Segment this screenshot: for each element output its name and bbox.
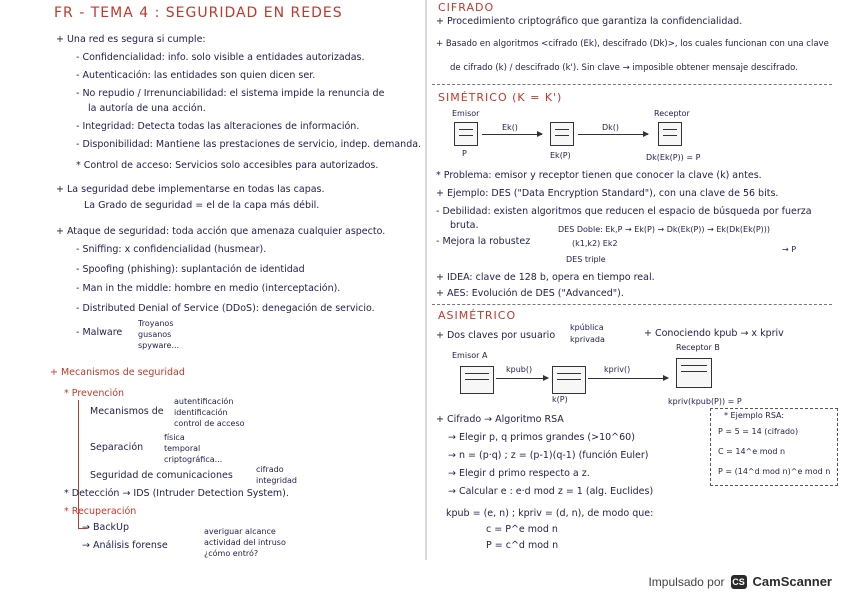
sym-weakness-cont: bruta. — [450, 220, 479, 231]
sym-encrypt-arrow — [482, 134, 542, 135]
asym-sender-doc — [460, 366, 494, 394]
asym-encrypt-arrow — [496, 378, 548, 379]
sec-mech-label: Mecanismos de — [90, 406, 164, 417]
backup-label: → BackUp — [82, 522, 130, 533]
asym-receiver-doc — [676, 358, 712, 388]
forensic-scope: averiguar alcance — [204, 527, 276, 536]
prop-confidentiality: - Confidencialidad: info. solo visible a entidades autorizadas. — [76, 52, 365, 63]
camscanner-logo-icon: CS — [732, 576, 745, 587]
separation-crypto: criptográfica... — [164, 455, 223, 464]
malware-gusanos: gusanos — [138, 330, 172, 339]
rsa-step-4: → Calcular e : e·d mod z = 1 (alg. Euclides) — [448, 486, 654, 497]
attack-mitm: - Man in the middle: hombre en medio (interceptación). — [76, 283, 341, 294]
rsa-keys: kpub = (e, n) ; kpriv = (d, n), de modo que: — [446, 508, 654, 519]
rsa-step-2: → n = (p·q) ; z = (p-1)(q-1) (función Euler) — [448, 450, 649, 461]
sec-mech-ident: identificación — [174, 408, 228, 417]
prevention-label: * Prevención — [64, 388, 125, 399]
asym-kpub: kpub() — [506, 365, 533, 374]
rsa-title: + Cifrado → Algoritmo RSA — [436, 414, 564, 425]
sym-dk: Dk() — [602, 123, 620, 132]
asym-keys: + Dos claves por usuario — [436, 330, 556, 341]
cipher-line-3: de cifrado (k) / descifrado (k'). Sin clave → imposible obtener mensaje descifrado. — [450, 63, 798, 73]
sym-receiver-doc — [658, 122, 682, 146]
watermark-brand: CamScanner — [752, 574, 832, 589]
separation-temporal: temporal — [164, 444, 201, 453]
sym-decrypt-arrow — [578, 134, 648, 135]
net-intro: + Una red es segura si cumple: — [56, 34, 206, 45]
sec-mech-access: control de acceso — [174, 419, 245, 428]
asym-result: kpriv(kpub(P)) = P — [668, 397, 742, 406]
column-divider — [425, 0, 427, 560]
rsa-decrypt: P = c^d mod n — [486, 540, 559, 551]
attack-sniffing: - Sniffing: x confidencialidad (husmear). — [76, 244, 267, 255]
mechanisms-title: + Mecanismos de seguridad — [50, 367, 185, 378]
separation-physical: física — [164, 433, 185, 442]
watermark-text: Impulsado por — [648, 574, 725, 589]
forensic-activity: actividad del intruso — [204, 538, 286, 547]
prop-access-control: * Control de acceso: Servicios solo accesibles para autorizados. — [76, 160, 379, 171]
rsa-example-3: P = (14^d mod n)^e mod n — [718, 467, 831, 476]
sym-sender-doc — [454, 122, 478, 146]
asym-decrypt-arrow — [588, 378, 668, 379]
forensic-entry: ¿cómo entró? — [204, 549, 259, 558]
prop-availability: - Disponibilidad: Mantiene las prestaciones de servicio, indep. demanda. — [76, 139, 422, 150]
sym-ek: Ek() — [502, 123, 518, 132]
asym-knowing: + Conociendo kpub → x kpriv — [644, 328, 784, 339]
asym-title: ASIMÉTRICO — [438, 309, 517, 322]
malware-spyware: spyware... — [138, 341, 180, 350]
section-separator-sym — [432, 84, 832, 85]
asym-key-private: kprivada — [570, 335, 605, 344]
separation-label: Separación — [90, 442, 144, 453]
sym-problem: * Problema: emisor y receptor tienen que conocer la clave (k) antes. — [436, 170, 762, 181]
prop-authentication: - Autenticación: las entidades son quien dicen ser. — [76, 70, 316, 81]
sym-result: Dk(Ek(P)) = P — [646, 153, 701, 162]
layers-weakest: La Grado de seguridad = el de la capa más débil. — [84, 200, 320, 211]
asym-kpriv: kpriv() — [604, 365, 631, 374]
cipher-line-2: + Basado en algoritmos <cifrado (Ek), descifrado (Dk)>, los cuales funcionan con una clave — [436, 39, 829, 49]
sym-cipher-doc — [550, 122, 574, 146]
sym-sender: Emisor — [452, 109, 480, 118]
sym-plain: P — [462, 149, 467, 158]
malware-troyanos: Troyanos — [138, 319, 174, 328]
prop-nonrepudiation-cont: la autoría de una acción. — [88, 103, 206, 114]
prop-integrity: - Integridad: Detecta todas las alteraciones de información. — [76, 121, 360, 132]
sym-title: SIMÉTRICO (K = K') — [438, 91, 563, 104]
asym-sender: Emisor A — [452, 351, 488, 360]
sec-mech-auth: autentificación — [174, 397, 234, 406]
des-sub: (k1,k2) Ek2 — [572, 239, 618, 248]
asym-receiver: Receptor B — [676, 343, 720, 352]
rsa-encrypt: c = P^e mod n — [486, 524, 558, 535]
rsa-example-1: P = 5 = 14 (cifrado) — [718, 427, 799, 436]
recovery-label: * Recuperación — [64, 506, 137, 517]
asym-key-public: kpública — [570, 323, 604, 332]
detection-label: * Detección → IDS (Intruder Detection System). — [64, 488, 289, 499]
cipher-title: CIFRADO — [438, 1, 495, 14]
section-separator-asym — [432, 304, 832, 305]
camscanner-watermark — [648, 574, 832, 589]
aes-line: + AES: Evolución de DES ("Advanced"). — [436, 288, 624, 299]
des-triple: DES triple — [566, 255, 606, 264]
page-title: FR - TEMA 4 : SEGURIDAD EN REDES — [54, 5, 343, 21]
sym-example: + Ejemplo: DES ("Data Encryption Standard"), con una clave de 56 bits. — [436, 188, 779, 199]
idea-line: + IDEA: clave de 128 b, opera en tiempo real. — [436, 272, 655, 283]
asym-cipher-doc — [552, 366, 586, 394]
attack-malware: - Malware — [76, 327, 123, 338]
des-result: → P — [782, 245, 797, 254]
prop-nonrepudiation: - No repudio / Irrenunciabilidad: el sistema impide la renuncia de — [76, 88, 385, 99]
layers-line: + La seguridad debe implementarse en todas las capas. — [56, 184, 325, 195]
sym-weakness: - Debilidad: existen algoritmos que reducen el espacio de búsqueda por fuerza — [436, 206, 812, 217]
comms-integrity: integridad — [256, 476, 297, 485]
asym-kp: k(P) — [552, 395, 568, 404]
rsa-step-1: → Elegir p, q primos grandes (>10^60) — [448, 432, 635, 443]
rsa-example-2: C = 14^e mod n — [718, 447, 786, 456]
sym-receiver: Receptor — [654, 109, 690, 118]
des-double: DES Doble: Ek,P → Ek(P) → Dk(Ek(P)) → Ek(Dk(Ek(P))) — [558, 225, 771, 234]
comms-label: Seguridad de comunicaciones — [90, 470, 233, 481]
rsa-example-title: * Ejemplo RSA: — [724, 411, 785, 420]
attack-intro: + Ataque de seguridad: toda acción que amenaza cualquier aspecto. — [56, 226, 386, 237]
rsa-step-3: → Elegir d primo respecto a z. — [448, 468, 590, 479]
forensic-label: → Análisis forense — [82, 540, 168, 551]
attack-ddos: - Distributed Denial of Service (DDoS): denegación de servicio. — [76, 303, 375, 314]
comms-encryption: cifrado — [256, 465, 284, 474]
attack-spoofing: - Spoofing (phishing): suplantación de identidad — [76, 264, 305, 275]
cipher-line-1: + Procedimiento criptográfico que garantiza la confidencialidad. — [436, 16, 743, 27]
sym-improve: - Mejora la robustez — [436, 236, 531, 247]
sym-ekp: Ek(P) — [550, 151, 571, 160]
